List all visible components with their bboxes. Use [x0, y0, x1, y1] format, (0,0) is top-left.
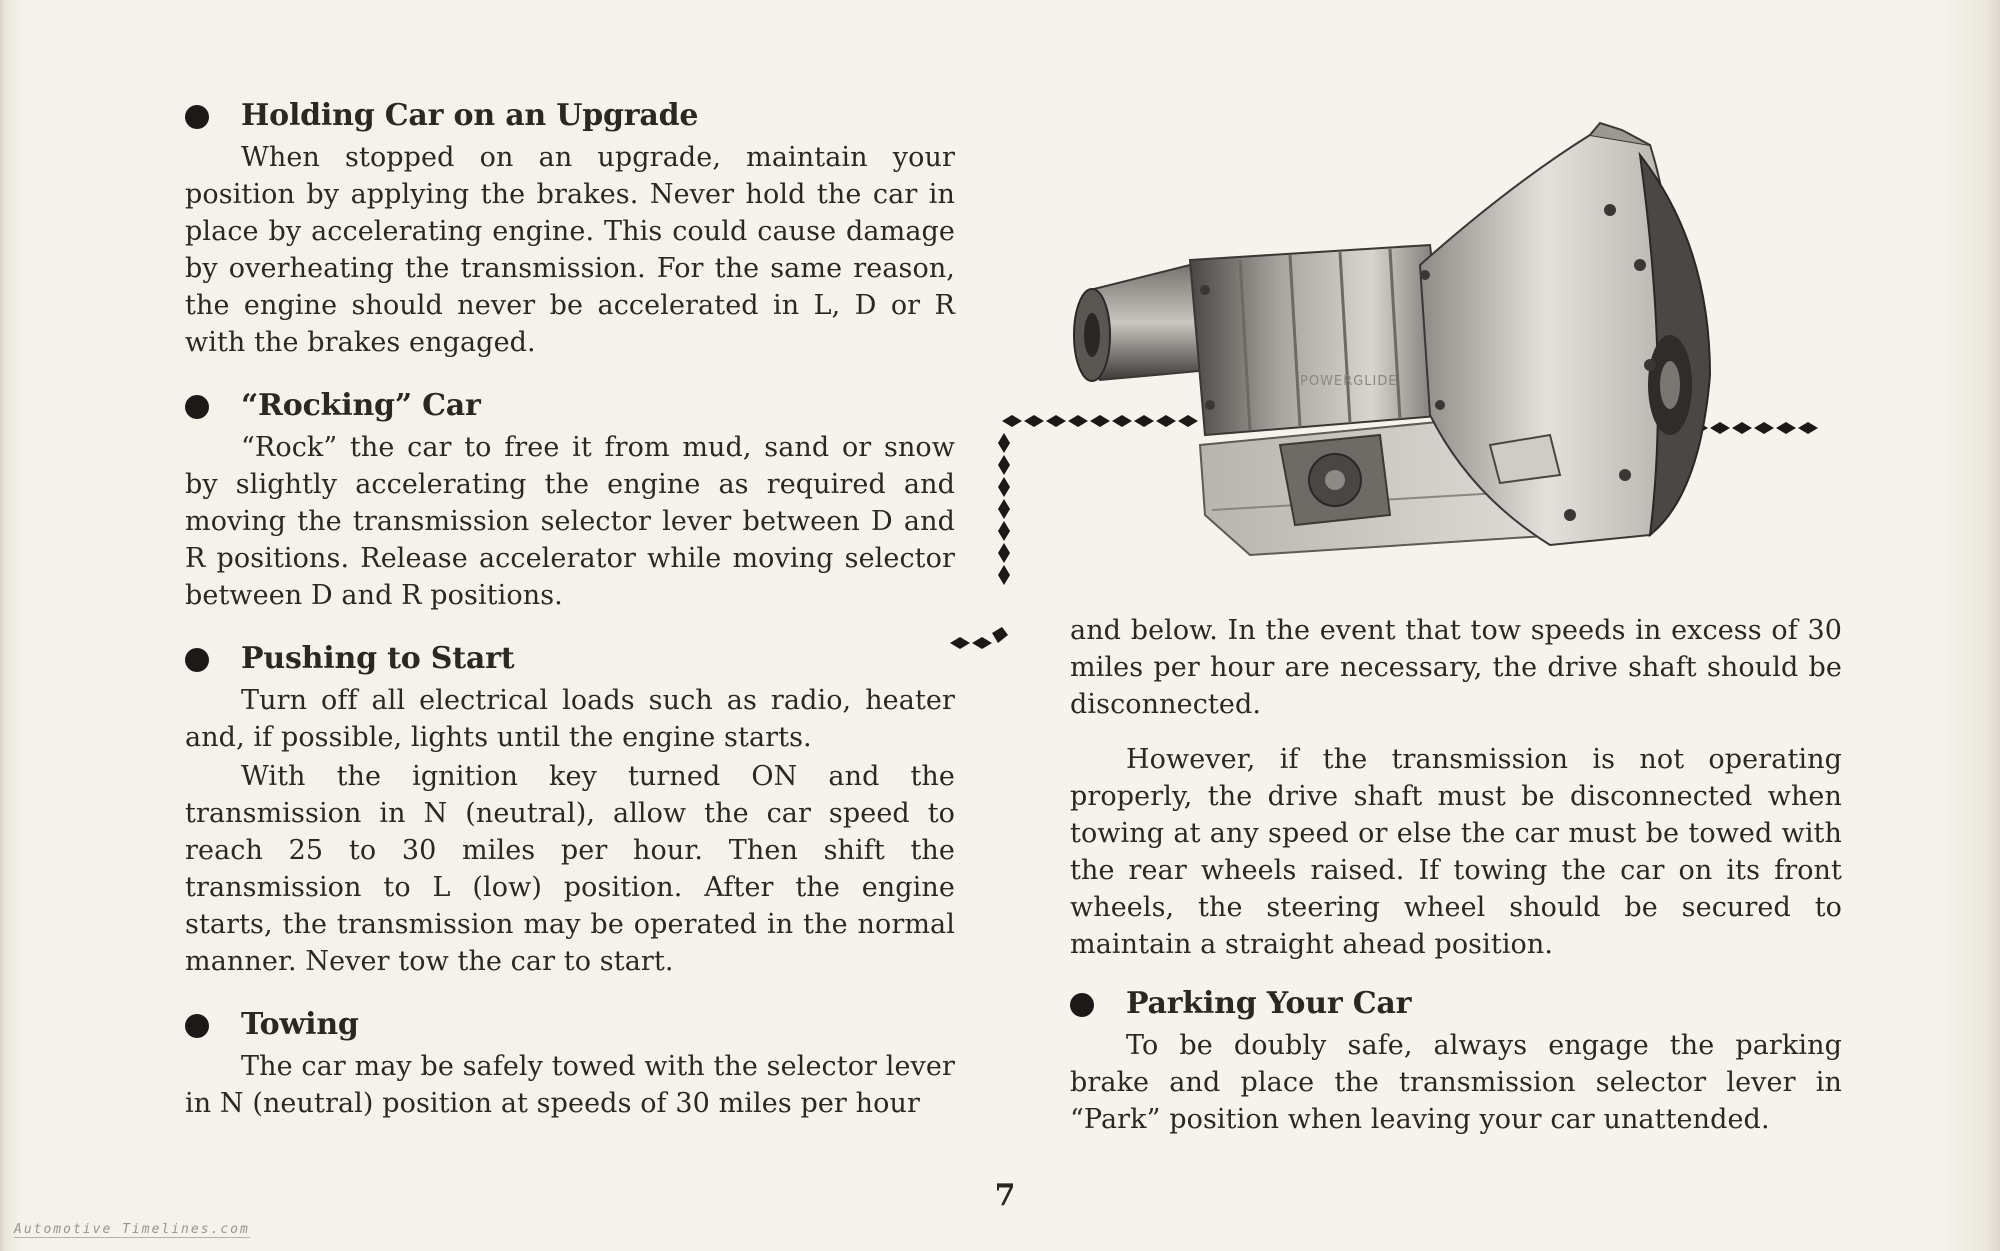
section-parking	[1070, 983, 1842, 1138]
watermark: Automotive Timelines.com	[14, 1222, 250, 1237]
casting-label: POWERGLIDE	[1300, 374, 1398, 389]
section-heading	[1070, 983, 1842, 1025]
section-heading	[185, 1004, 955, 1046]
section-towing	[185, 1004, 955, 1122]
heading-text: “Rocking” Car	[241, 388, 481, 423]
section-pushing-to-start	[185, 638, 955, 980]
paragraph: Turn off all electrical loads such as radio, heater and, if possible, lights until the engine starts.	[185, 685, 955, 753]
towing-continuation: and below. In the event that tow speeds in excess of 30 miles per hour are necessary, the drive shaft should be disconnected.	[1070, 615, 1842, 720]
paragraph: “Rock” the car to free it from mud, sand or snow by slightly accelerating the engine as required and moving the transmission selector lever between D and R positions. Release accelerator while moving selector between D and R positions.	[185, 432, 955, 611]
heading-text: Towing	[241, 1007, 359, 1042]
bullet-icon	[185, 648, 209, 672]
paragraph: To be doubly safe, always engage the parking brake and place the transmission selector lever in “Park” position when leaving your car unattended.	[1070, 1030, 1842, 1135]
right-column	[1070, 612, 1842, 1162]
paragraph: With the ignition key turned ON and the transmission in N (neutral), allow the car speed to reach 25 to 30 miles per hour. Then shift the transmission to L (low) position. After the engine starts, the transmission may be operated in the normal manner. Never tow the car to start.	[185, 761, 955, 977]
section-heading	[185, 95, 955, 137]
bullet-icon	[1070, 993, 1094, 1017]
heading-text: Holding Car on an Upgrade	[241, 98, 699, 133]
transmission-body	[1074, 123, 1710, 555]
heading-text: Pushing to Start	[241, 641, 515, 676]
heading-text: Parking Your Car	[1126, 986, 1412, 1021]
bullet-icon	[185, 395, 209, 419]
page-number: 7	[994, 1178, 1016, 1213]
section-rocking-car	[185, 385, 955, 614]
paragraph: The car may be safely towed with the selector lever in N (neutral) position at speeds of 30 miles per hour	[185, 1051, 955, 1119]
paragraph: However, if the transmission is not operating properly, the drive shaft must be disconnected when towing at any speed or else the car must be towed with the rear wheels raised. If towing the car on its front wheels, the steering wheel should be secured to maintain a straight ahead position.	[1070, 744, 1842, 960]
transmission-illustration	[950, 115, 1850, 675]
bullet-icon	[185, 105, 209, 129]
section-heading	[185, 638, 955, 680]
left-column	[185, 95, 955, 1146]
bullet-icon	[185, 1014, 209, 1038]
section-holding-car	[185, 95, 955, 361]
paragraph: When stopped on an upgrade, maintain your position by applying the brakes. Never hold the car in place by accelerating engine. This could cause damage by overheating the transmission. For the same reason, the engine should never be accelerated in L, D or R with the brakes engaged.	[185, 142, 955, 358]
section-heading	[185, 385, 955, 427]
